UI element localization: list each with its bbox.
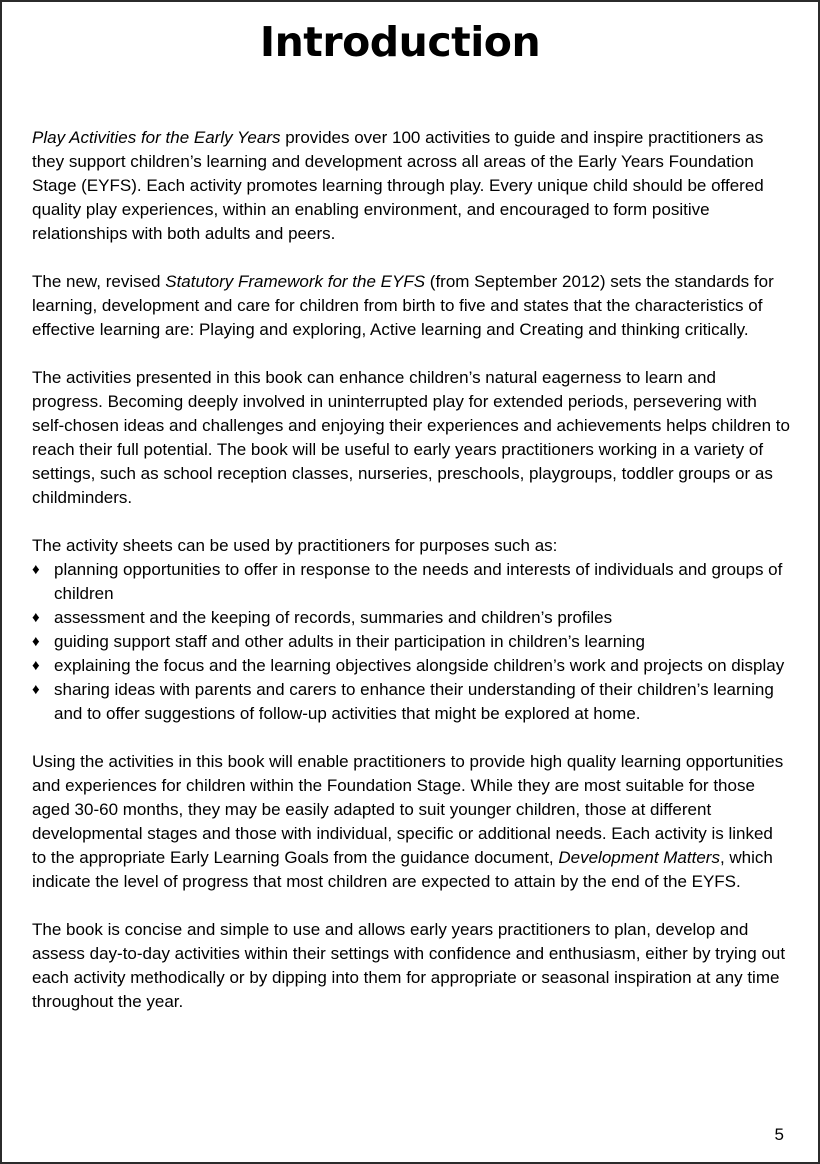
diamond-bullet-icon: ♦	[32, 657, 40, 674]
list-intro: The activity sheets can be used by practitioners for purposes such as:	[32, 536, 558, 555]
list-item-label: guiding support staff and other adults in their participation in children’s learning	[54, 632, 645, 651]
purposes-list	[32, 558, 790, 726]
list-item-label: planning opportunities to offer in response to the needs and interests of individuals and groups of children	[54, 560, 783, 603]
paragraph-3: The activities presented in this book can enhance children’s natural eagerness to learn and progress. Becoming deeply involved in uninterrupted play for extended periods, persevering with self-chosen ideas and challenges and enjoying their experiences and achievements helps children to reach their full potential. The book will be useful to early years practitioners working in a variety of settings, such as school reception classes, nurseries, preschools, playgroups, toddler groups or as childminders.	[32, 368, 790, 507]
list-item-label: sharing ideas with parents and carers to enhance their understanding of their children’s learning and to offer suggestions of follow-up activities that might be explored at home.	[54, 680, 774, 723]
diamond-bullet-icon: ♦	[32, 609, 40, 626]
paragraph-2-italic-title: Statutory Framework for the EYFS	[165, 272, 426, 291]
paragraph-5-italic-title: Development Matters	[558, 848, 720, 867]
diamond-bullet-icon: ♦	[32, 681, 40, 698]
list-item	[32, 654, 790, 678]
page-number: 5	[774, 1125, 784, 1144]
body-text	[32, 126, 790, 1014]
list-item	[32, 678, 790, 726]
paragraph-2-text-after: (from September 2012) sets the standards for learning, development and care for children from birth to five and states that the characteristics of effective learning are: Playing and exploring, Active learning and Creating and thinking critically.	[32, 272, 774, 339]
list-item-label: explaining the focus and the learning objectives alongside children’s work and projects on display	[54, 656, 785, 675]
page-content	[32, 2, 790, 1038]
diamond-bullet-icon: ♦	[32, 633, 40, 650]
paragraph-1	[32, 126, 790, 246]
paragraph-5-text-after: , which indicate the level of progress that most children are expected to attain by the end of the EYFS.	[32, 848, 773, 891]
page-title: Introduction	[259, 18, 541, 66]
paragraph-2-text-before: The new, revised	[32, 272, 166, 291]
list-item	[32, 558, 790, 606]
list-item-label: assessment and the keeping of records, summaries and children’s profiles	[54, 608, 613, 627]
paragraph-1-italic-title: Play Activities for the Early Years	[32, 128, 281, 147]
list-item	[32, 630, 790, 654]
paragraph-1-text: provides over 100 activities to guide and inspire practitioners as they support children’s learning and development across all areas of the Early Years Foundation Stage (EYFS). Each activity promotes learning through play. Every unique child should be offered quality play experiences, within an enabling environment, and encouraged to form positive relationships with both adults and peers.	[32, 128, 764, 243]
paragraph-6: The book is concise and simple to use and allows early years practitioners to plan, develop and assess day-to-day activities within their settings with confidence and enthusiasm, either by trying out each activity methodically or by dipping into them for appropriate or seasonal inspiration at any time throughout the year.	[32, 920, 786, 1011]
diamond-bullet-icon: ♦	[32, 561, 40, 578]
paragraph-5-text-before: Using the activities in this book will enable practitioners to provide high quality learning opportunities and experiences for children within the Foundation Stage. While they are most suitable for those aged 30-60 months, they may be easily adapted to suit younger children, those at different developmental stages and those with individual, specific or additional needs. Each activity is linked to the appropriate Early Learning Goals from the guidance document,	[32, 752, 784, 867]
paragraph-2	[32, 270, 790, 342]
list-item	[32, 606, 790, 630]
paragraph-5	[32, 750, 790, 894]
